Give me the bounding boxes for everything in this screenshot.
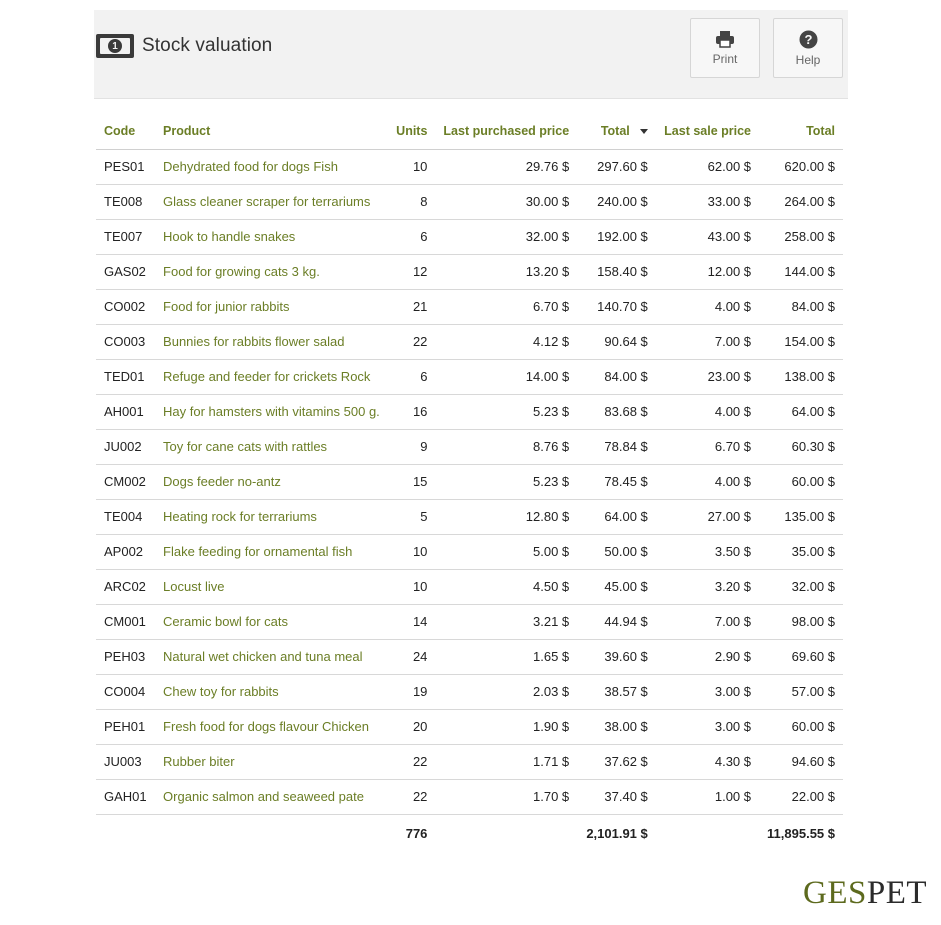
cell-last-purchased-price: 4.50 $ — [435, 569, 577, 604]
cell-last-purchased-price: 8.76 $ — [435, 429, 577, 464]
cell-product[interactable]: Food for growing cats 3 kg. — [155, 254, 388, 289]
cell-product[interactable]: Organic salmon and seaweed pate — [155, 779, 388, 814]
logo-ges: GES — [803, 875, 867, 911]
page-title: Stock valuation — [142, 35, 273, 56]
cell-last-sale-price: 3.00 $ — [656, 674, 759, 709]
cell-product[interactable]: Heating rock for terrariums — [155, 499, 388, 534]
cell-sale-total: 135.00 $ — [759, 499, 843, 534]
cell-purchase-total: 90.64 $ — [577, 324, 656, 359]
cell-last-sale-price: 4.00 $ — [656, 394, 759, 429]
cell-product[interactable]: Dogs feeder no-antz — [155, 464, 388, 499]
cell-last-sale-price: 4.30 $ — [656, 744, 759, 779]
cell-sale-total: 35.00 $ — [759, 534, 843, 569]
cell-code: CO003 — [96, 324, 155, 359]
cell-purchase-total: 240.00 $ — [577, 184, 656, 219]
cell-code: CO004 — [96, 674, 155, 709]
col-header-last-sale-price[interactable]: Last sale price — [656, 114, 759, 149]
cell-sale-total: 57.00 $ — [759, 674, 843, 709]
cell-last-sale-price: 2.90 $ — [656, 639, 759, 674]
cell-last-sale-price: 4.00 $ — [656, 289, 759, 324]
col-header-total-sale[interactable]: Total — [759, 114, 843, 149]
cell-purchase-total: 140.70 $ — [577, 289, 656, 324]
cell-product[interactable]: Chew toy for rabbits — [155, 674, 388, 709]
cell-last-sale-price: 1.00 $ — [656, 779, 759, 814]
cell-product[interactable]: Fresh food for dogs flavour Chicken — [155, 709, 388, 744]
table-row[interactable] — [96, 149, 843, 184]
cell-purchase-total: 83.68 $ — [577, 394, 656, 429]
table-row[interactable] — [96, 709, 843, 744]
cell-code: ARC02 — [96, 569, 155, 604]
cell-last-sale-price: 4.00 $ — [656, 464, 759, 499]
table-header-row — [96, 114, 843, 149]
cell-units: 9 — [388, 429, 436, 464]
cell-product[interactable]: Rubber biter — [155, 744, 388, 779]
cell-last-purchased-price: 2.03 $ — [435, 674, 577, 709]
gespet-logo — [803, 874, 927, 912]
cell-sale-total: 64.00 $ — [759, 394, 843, 429]
cell-last-sale-price: 6.70 $ — [656, 429, 759, 464]
table-row[interactable] — [96, 184, 843, 219]
cell-last-purchased-price: 5.23 $ — [435, 394, 577, 429]
total-sale-value: 11,895.55 $ — [767, 825, 835, 841]
cell-product[interactable]: Flake feeding for ornamental fish — [155, 534, 388, 569]
cell-purchase-total: 37.62 $ — [577, 744, 656, 779]
stock-table — [96, 114, 843, 852]
cell-units: 5 — [388, 499, 436, 534]
cell-units: 8 — [388, 184, 436, 219]
cell-sale-total: 138.00 $ — [759, 359, 843, 394]
cell-last-purchased-price: 1.90 $ — [435, 709, 577, 744]
cell-units: 12 — [388, 254, 436, 289]
table-row[interactable] — [96, 289, 843, 324]
print-label: Print — [712, 52, 738, 66]
table-row[interactable] — [96, 639, 843, 674]
col-header-units[interactable]: Units — [388, 114, 436, 149]
title-area — [96, 34, 272, 58]
cell-product[interactable]: Food for junior rabbits — [155, 289, 388, 324]
cell-purchase-total: 297.60 $ — [577, 149, 656, 184]
cell-last-sale-price: 3.00 $ — [656, 709, 759, 744]
cell-last-sale-price: 43.00 $ — [656, 219, 759, 254]
cell-purchase-total: 78.84 $ — [577, 429, 656, 464]
table-row[interactable] — [96, 464, 843, 499]
cell-last-purchased-price: 4.12 $ — [435, 324, 577, 359]
cell-units: 10 — [388, 569, 436, 604]
cell-units: 24 — [388, 639, 436, 674]
cell-code: PEH01 — [96, 709, 155, 744]
cell-code: GAS02 — [96, 254, 155, 289]
cell-units: 6 — [388, 219, 436, 254]
total-purchase-value: 2,101.91 $ — [586, 825, 648, 841]
cell-units: 6 — [388, 359, 436, 394]
cell-last-purchased-price: 6.70 $ — [435, 289, 577, 324]
cell-code: TE004 — [96, 499, 155, 534]
table-row[interactable] — [96, 219, 843, 254]
cell-code: TED01 — [96, 359, 155, 394]
cell-code: CM002 — [96, 464, 155, 499]
table-row[interactable] — [96, 324, 843, 359]
cell-sale-total: 60.30 $ — [759, 429, 843, 464]
table-row[interactable] — [96, 429, 843, 464]
cell-last-sale-price: 3.20 $ — [656, 569, 759, 604]
cell-last-purchased-price: 1.70 $ — [435, 779, 577, 814]
col-header-code[interactable]: Code — [96, 114, 155, 149]
table-row[interactable] — [96, 779, 843, 814]
cell-purchase-total: 84.00 $ — [577, 359, 656, 394]
cell-last-sale-price: 7.00 $ — [656, 324, 759, 359]
cell-product[interactable]: Toy for cane cats with rattles — [155, 429, 388, 464]
cell-sale-total: 154.00 $ — [759, 324, 843, 359]
cell-purchase-total: 38.57 $ — [577, 674, 656, 709]
cell-sale-total: 620.00 $ — [759, 149, 843, 184]
col-header-total-purchase[interactable] — [577, 114, 656, 149]
col-header-product[interactable]: Product — [155, 114, 388, 149]
cell-sale-total: 32.00 $ — [759, 569, 843, 604]
cell-sale-total: 22.00 $ — [759, 779, 843, 814]
table-row[interactable] — [96, 394, 843, 429]
cell-sale-total: 264.00 $ — [759, 184, 843, 219]
cell-last-sale-price: 62.00 $ — [656, 149, 759, 184]
cell-product[interactable]: Hook to handle snakes — [155, 219, 388, 254]
money-bill-icon: 1 — [96, 34, 134, 58]
cell-product[interactable]: Refuge and feeder for crickets Rock — [155, 359, 388, 394]
cell-last-purchased-price: 3.21 $ — [435, 604, 577, 639]
cell-units: 10 — [388, 149, 436, 184]
col-header-total-purchase-label: Total — [600, 124, 630, 139]
cell-purchase-total: 44.94 $ — [577, 604, 656, 639]
cell-last-purchased-price: 32.00 $ — [435, 219, 577, 254]
cell-code: CO002 — [96, 289, 155, 324]
cell-code: AH001 — [96, 394, 155, 429]
table-row[interactable] — [96, 499, 843, 534]
cell-product[interactable]: Bunnies for rabbits flower salad — [155, 324, 388, 359]
cell-last-purchased-price: 5.23 $ — [435, 464, 577, 499]
cell-sale-total: 94.60 $ — [759, 744, 843, 779]
cell-units: 22 — [388, 324, 436, 359]
page-header — [94, 10, 848, 99]
col-header-last-purchased-price[interactable]: Last purchased price — [435, 114, 577, 149]
cell-purchase-total: 158.40 $ — [577, 254, 656, 289]
cell-units: 20 — [388, 709, 436, 744]
cell-last-purchased-price: 13.20 $ — [435, 254, 577, 289]
totals-row — [96, 814, 843, 852]
cell-units: 10 — [388, 534, 436, 569]
question-circle-icon — [799, 30, 818, 49]
print-button[interactable] — [690, 18, 760, 78]
cell-last-sale-price: 33.00 $ — [656, 184, 759, 219]
cell-sale-total: 258.00 $ — [759, 219, 843, 254]
table-row[interactable] — [96, 604, 843, 639]
cell-code: TE007 — [96, 219, 155, 254]
cell-units: 19 — [388, 674, 436, 709]
cell-sale-total: 84.00 $ — [759, 289, 843, 324]
cell-last-sale-price: 12.00 $ — [656, 254, 759, 289]
cell-purchase-total: 45.00 $ — [577, 569, 656, 604]
cell-sale-total: 144.00 $ — [759, 254, 843, 289]
cell-purchase-total: 64.00 $ — [577, 499, 656, 534]
cell-units: 21 — [388, 289, 436, 324]
printer-icon — [715, 30, 735, 48]
cell-units: 16 — [388, 394, 436, 429]
cell-last-purchased-price: 29.76 $ — [435, 149, 577, 184]
cell-code: PES01 — [96, 149, 155, 184]
cell-last-sale-price: 27.00 $ — [656, 499, 759, 534]
table-row[interactable] — [96, 744, 843, 779]
svg-text:?: ? — [804, 31, 812, 47]
table-row[interactable] — [96, 254, 843, 289]
cell-last-purchased-price: 30.00 $ — [435, 184, 577, 219]
cell-code: CM001 — [96, 604, 155, 639]
cell-purchase-total: 50.00 $ — [577, 534, 656, 569]
logo-pet: PET — [866, 875, 928, 911]
cell-product[interactable]: Hay for hamsters with vitamins 500 g. — [155, 394, 388, 429]
cell-last-purchased-price: 12.80 $ — [435, 499, 577, 534]
cell-last-purchased-price: 5.00 $ — [435, 534, 577, 569]
cell-code: PEH03 — [96, 639, 155, 674]
cell-product[interactable]: Ceramic bowl for cats — [155, 604, 388, 639]
total-units: 776 — [405, 825, 428, 841]
sort-desc-icon — [640, 129, 648, 134]
table-row[interactable] — [96, 569, 843, 604]
cell-sale-total: 60.00 $ — [759, 464, 843, 499]
help-label: Help — [795, 52, 821, 67]
cell-purchase-total: 38.00 $ — [577, 709, 656, 744]
cell-product[interactable]: Dehydrated food for dogs Fish — [155, 149, 388, 184]
cell-last-purchased-price: 14.00 $ — [435, 359, 577, 394]
cell-last-purchased-price: 1.65 $ — [435, 639, 577, 674]
table-row[interactable] — [96, 359, 843, 394]
cell-purchase-total: 78.45 $ — [577, 464, 656, 499]
cell-purchase-total: 37.40 $ — [577, 779, 656, 814]
help-button[interactable] — [773, 18, 843, 78]
cell-code: TE008 — [96, 184, 155, 219]
cell-product[interactable]: Natural wet chicken and tuna meal — [155, 639, 388, 674]
cell-units: 14 — [388, 604, 436, 639]
cell-sale-total: 69.60 $ — [759, 639, 843, 674]
cell-last-purchased-price: 1.71 $ — [435, 744, 577, 779]
cell-sale-total: 98.00 $ — [759, 604, 843, 639]
cell-purchase-total: 39.60 $ — [577, 639, 656, 674]
cell-code: AP002 — [96, 534, 155, 569]
cell-units: 15 — [388, 464, 436, 499]
cell-code: GAH01 — [96, 779, 155, 814]
table-row[interactable] — [96, 674, 843, 709]
cell-last-sale-price: 23.00 $ — [656, 359, 759, 394]
cell-sale-total: 60.00 $ — [759, 709, 843, 744]
cell-last-sale-price: 7.00 $ — [656, 604, 759, 639]
cell-purchase-total: 192.00 $ — [577, 219, 656, 254]
cell-code: JU002 — [96, 429, 155, 464]
cell-units: 22 — [388, 779, 436, 814]
cell-units: 22 — [388, 744, 436, 779]
table-row[interactable] — [96, 534, 843, 569]
cell-last-sale-price: 3.50 $ — [656, 534, 759, 569]
cell-product[interactable]: Locust live — [155, 569, 388, 604]
cell-product[interactable]: Glass cleaner scraper for terrariums — [155, 184, 388, 219]
cell-code: JU003 — [96, 744, 155, 779]
